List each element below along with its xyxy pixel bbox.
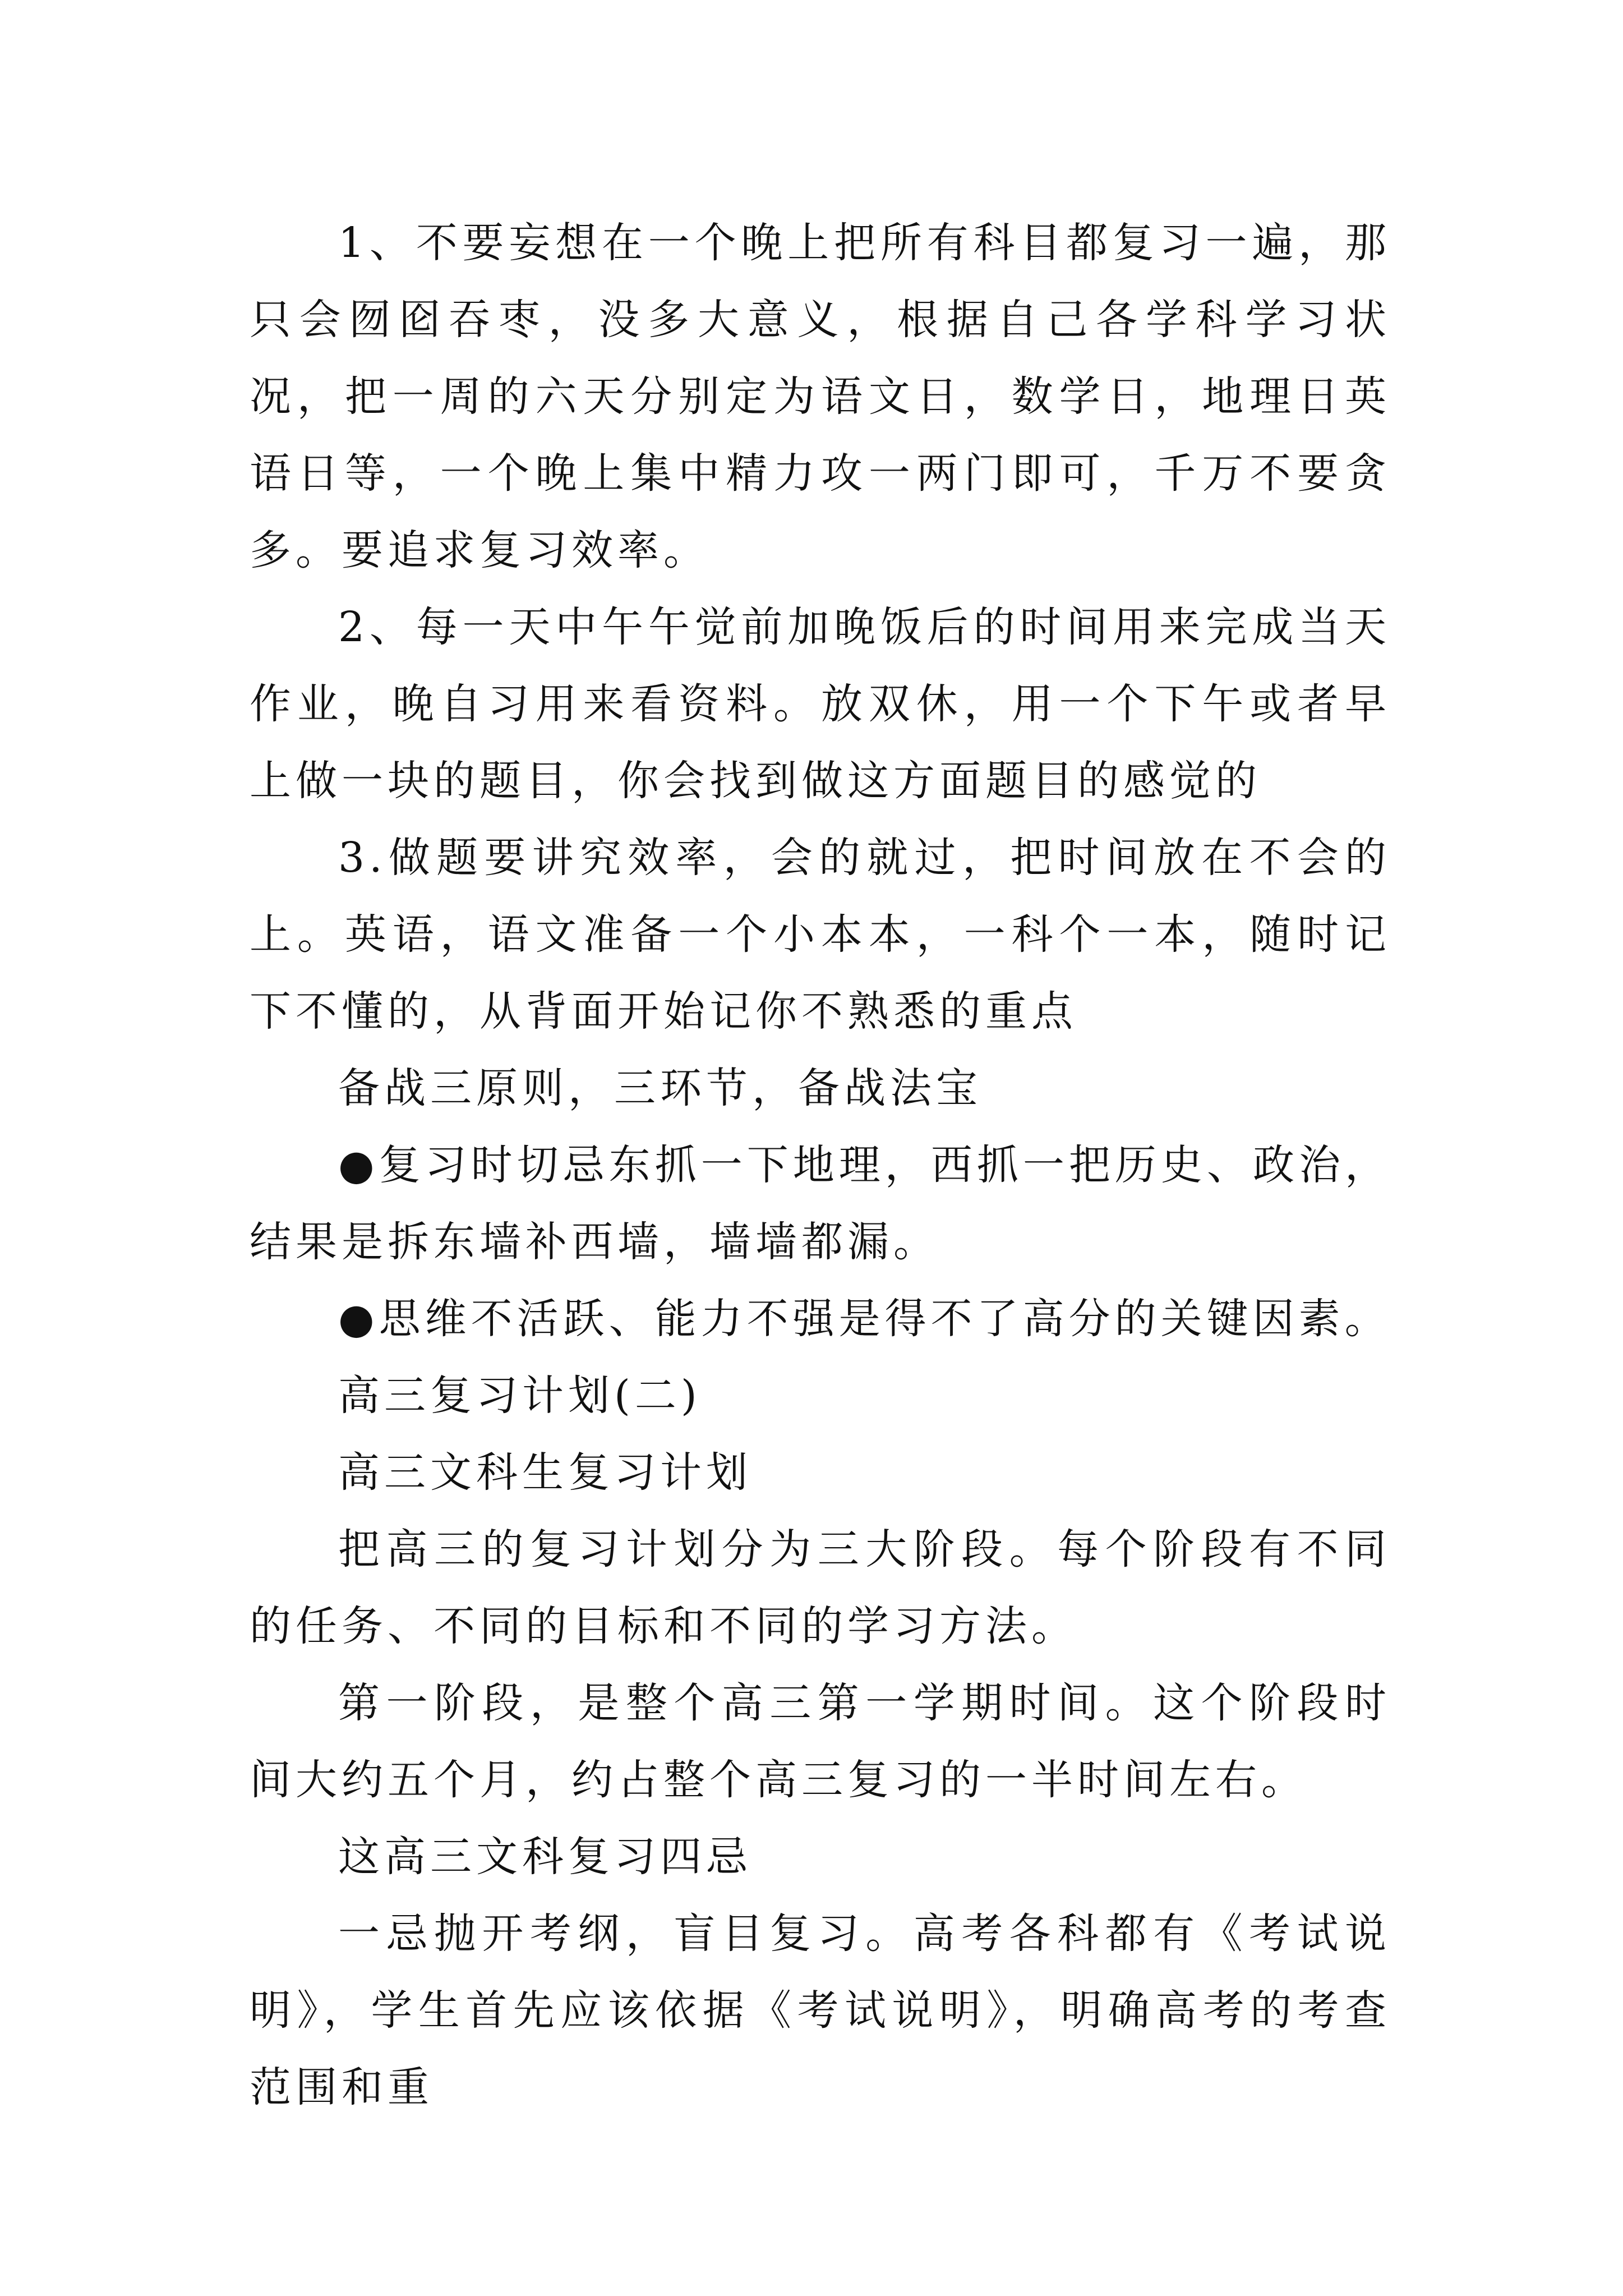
- paragraph: 第一阶段，是整个高三第一学期时间。这个阶段时间大约五个月，约占整个高三复习的一半时间左右。: [250, 1679, 1391, 1804]
- section-heading: 高三复习计划(二): [338, 1372, 702, 1420]
- document-body: [250, 205, 1391, 2126]
- paragraph: 3.做题要讲究效率，会的就过，把时间放在不会的上。英语，语文准备一个小本本，一科个一本，随时记下不懂的，从背面开始记你不熟悉的重点: [250, 834, 1391, 1036]
- bullet-paragraph: ●思维不活跃、能力不强是得不了高分的关键因素。: [338, 1295, 1391, 1343]
- paragraph: 2、每一天中午午觉前加晚饭后的时间用来完成当天作业，晚自习用来看资料。放双休，用一个下午或者早上做一块的题目，你会找到做这方面题目的感觉的: [250, 603, 1391, 805]
- paragraph: 1、不要妄想在一个晚上把所有科目都复习一遍，那只会囫囵吞枣，没多大意义，根据自己各学科学习状况，把一周的六天分别定为语文日，数学日，地理日英语日等，一个晚上集中精力攻一两门即可，千万不要贪多。要追求复习效率。: [250, 219, 1391, 574]
- section-heading: 这高三文科复习四忌: [338, 1833, 752, 1881]
- paragraph: 一忌抛开考纲，盲目复习。高考各科都有《考试说明》，学生首先应该依据《考试说明》，明确高考的考查范围和重: [250, 1910, 1391, 2111]
- section-heading: 高三文科生复习计划: [338, 1448, 752, 1497]
- bullet-paragraph: ●复习时切忌东抓一下地理，西抓一把历史、政治，结果是拆东墙补西墙，墙墙都漏。: [250, 1141, 1391, 1266]
- paragraph: 把高三的复习计划分为三大阶段。每个阶段有不同的任务、不同的目标和不同的学习方法。: [250, 1525, 1391, 1650]
- section-heading: 备战三原则，三环节，备战法宝: [338, 1064, 982, 1112]
